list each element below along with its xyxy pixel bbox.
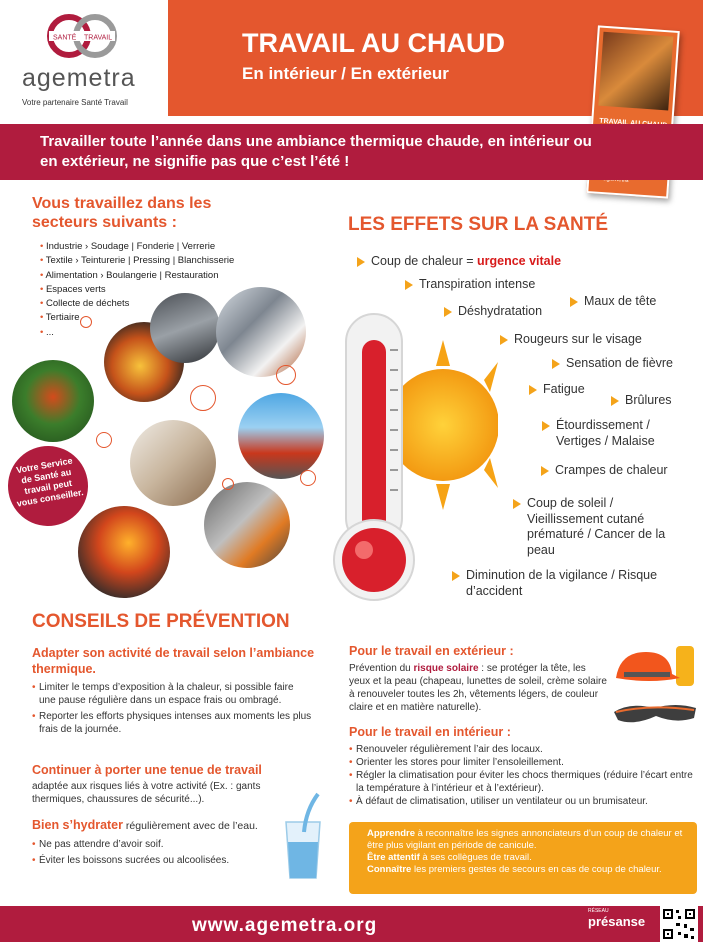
- effect-item: Fatigue: [543, 382, 585, 396]
- list-item: • Industrie › Soudage | Fonderie | Verrerie: [40, 240, 234, 254]
- hydrate-line: [32, 819, 292, 833]
- kitchen-photo: [78, 506, 170, 598]
- effect-heatstroke: [371, 254, 561, 270]
- page-title: TRAVAIL AU CHAUD: [242, 28, 505, 58]
- list-item: • Espaces verts: [40, 283, 234, 297]
- indoor-list: [349, 743, 694, 808]
- network-label: RÉSEAU: [588, 908, 609, 914]
- logo: [0, 0, 168, 116]
- indoor-title: Pour le travail en intérieur :: [349, 725, 511, 739]
- effects-title: LES EFFETS SUR LA SANTÉ: [348, 214, 609, 235]
- list-item: • Alimentation › Boulangerie | Restauration: [40, 269, 234, 283]
- tenue-text: adaptée aux risques liés à votre activité (Ex. : gants thermiques, chaussures de sécurité...).: [32, 781, 261, 805]
- office-photo: [130, 420, 216, 506]
- roofer-photo: [238, 393, 324, 479]
- logo-mark-right: TRAVAIL: [84, 34, 113, 42]
- cap-sunscreen-glasses-icon: [610, 644, 700, 734]
- effect-item: Maux de tête: [584, 294, 657, 308]
- effect-heatstroke-label: Coup de chaleur =: [371, 254, 477, 268]
- outdoor-lead: Prévention du: [349, 663, 414, 674]
- presanse-logo: [588, 908, 654, 938]
- thermometer-icon: [334, 314, 414, 600]
- qr-code-icon: [660, 906, 698, 942]
- thermometer-sun-illustration: [328, 310, 498, 610]
- tip-attentive-bold: Être attentif: [367, 852, 420, 863]
- list-item: • Limiter le temps d’exposition à la chaleur, si possible faire une pause régulière dans un espace frais ou ombragé.: [32, 681, 312, 707]
- decor-circle: [190, 385, 216, 411]
- list-item: • Éviter les boissons sucrées ou alcoolisées.: [32, 854, 272, 867]
- logo-mark-icon: [47, 14, 117, 58]
- outdoor-title: Pour le travail en extérieur :: [349, 644, 514, 658]
- tips-text: [367, 828, 689, 876]
- list-item: • Renouveler régulièrement l’air des locaux.: [349, 743, 694, 756]
- list-item: • Ne pas attendre d’avoir soif.: [32, 838, 272, 851]
- intro-banner: [0, 124, 703, 180]
- network-name: présanse: [588, 914, 646, 929]
- worker-photo: [204, 482, 290, 568]
- effect-item: Étourdissement / Vertiges / Malaise: [556, 418, 696, 449]
- adapt-list: [32, 681, 312, 736]
- adapt-title: Adapter son activité de travail selon l’ambiance thermique.: [32, 646, 315, 676]
- hydrate-title: Bien s’hydrater: [32, 818, 124, 832]
- effect-item: Déshydratation: [458, 304, 543, 318]
- tip-learn: à reconnaître les signes annonciateurs d’un coup de chaleur et être plus vigilant en période de canicule.: [367, 828, 683, 851]
- water-glass-icon: [278, 792, 328, 882]
- hydrate-list: [32, 838, 272, 867]
- page-subtitle: En intérieur / En extérieur: [242, 64, 449, 83]
- effect-item: Transpiration intense: [419, 277, 536, 291]
- tip-attentive: à ses collègues de travail.: [419, 852, 532, 863]
- tenue-title: Continuer à porter une tenue de travail: [32, 763, 262, 777]
- list-item: • Tertiaire: [40, 311, 234, 325]
- website-link[interactable]: www.agemetra.org: [192, 915, 378, 936]
- decor-circle: [80, 316, 92, 328]
- decor-circle: [276, 365, 296, 385]
- urgent-label: urgence vitale: [476, 254, 562, 268]
- effect-item: Diminution de la vigilance / Risque d’accident: [466, 568, 666, 599]
- hydrate-text: régulièrement avec de l’eau.: [123, 820, 258, 832]
- list-item: • À défaut de climatisation, utiliser un ventilateur ou un brumisateur.: [349, 795, 694, 808]
- list-item: • Collecte de déchets: [40, 297, 234, 311]
- tips-box: [349, 822, 697, 894]
- effect-item: Coup de soleil / Vieillissement cutané prématuré / Cancer de la peau: [527, 496, 677, 558]
- effect-item: Rougeurs sur le visage: [514, 332, 642, 346]
- service-badge: [2, 440, 95, 533]
- list-item: • Reporter les efforts physiques intenses aux moments les plus frais de la journée.: [32, 710, 312, 736]
- gardener-photo: [12, 360, 94, 442]
- outdoor-text: [349, 662, 607, 714]
- tip-learn-bold: Apprendre: [367, 828, 416, 839]
- list-item: • Textile › Teinturerie | Pressing | Blanchisserie: [40, 254, 234, 268]
- badge-text: Votre Service de Santé au travail peut vous conseiller.: [15, 455, 85, 509]
- tip-know-bold: Connaître: [367, 864, 412, 875]
- effect-item: Brûlures: [625, 393, 672, 407]
- brand-name: agemetra: [22, 64, 136, 92]
- decor-circle: [96, 432, 112, 448]
- tip-know: les premiers gestes de secours en cas de coup de chaleur.: [411, 864, 662, 875]
- brochure-photo: [598, 32, 673, 111]
- list-item: • Orienter les stores pour limiter l’ensoleillement.: [349, 756, 694, 769]
- tagline: Votre partenaire Santé Travail: [22, 98, 128, 107]
- list-item: • ...: [40, 326, 234, 340]
- outdoor-rest: : se protéger la tête, les yeux et la peau (chapeau, lunettes de soleil, crème solaire à renouveler toutes les 2h, vêtements légers, de couleur claire et en matière naturelle).: [349, 663, 607, 713]
- decor-circle: [222, 478, 234, 490]
- list-item: • Régler la climatisation pour éviter les chocs thermiques (réduire l’écart entre la température à l’intérieur et à l’extérieur).: [349, 769, 694, 795]
- outdoor-bold: risque solaire: [413, 663, 479, 674]
- factory-photo: [150, 293, 220, 363]
- effect-item: Crampes de chaleur: [555, 463, 668, 477]
- decor-circle: [300, 470, 316, 486]
- logo-mark-left: SANTÉ: [53, 34, 77, 42]
- baker-photo: [216, 287, 306, 377]
- intro-text: Travailler toute l’année dans une ambiance thermique chaude, en intérieur ou en extérieur, ne signifie pas que c’est l’été !: [40, 133, 592, 170]
- effect-item: Sensation de fièvre: [566, 356, 674, 370]
- sectors-title: Vous travaillez dans les secteurs suivants :: [32, 195, 212, 231]
- prevention-title: CONSEILS DE PRÉVENTION: [32, 611, 290, 632]
